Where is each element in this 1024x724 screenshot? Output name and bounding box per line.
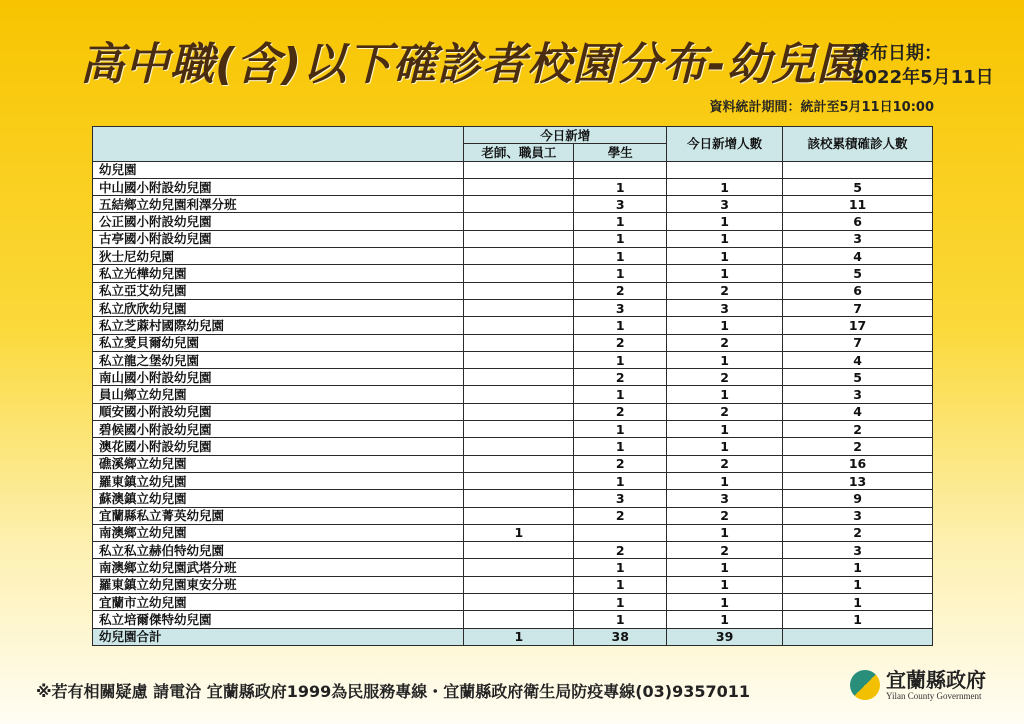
staff-count xyxy=(464,611,574,628)
student-count: 1 xyxy=(574,248,667,265)
today-total: 1 xyxy=(667,317,783,334)
footer-contact: ※若有相關疑慮 請電洽 宜蘭縣政府1999為民服務專線・宜蘭縣政府衛生局防疫專線(03)9357011 xyxy=(36,682,751,701)
student-count: 1 xyxy=(574,576,667,593)
page-title: 高中職(含)以下確診者校園分布-幼兒園 xyxy=(80,39,862,90)
table-row xyxy=(93,265,933,282)
student-count: 2 xyxy=(574,282,667,299)
student-count: 2 xyxy=(574,542,667,559)
staff-count xyxy=(464,403,574,420)
table-row xyxy=(93,594,933,611)
student-count: 1 xyxy=(574,438,667,455)
student-count: 2 xyxy=(574,507,667,524)
cumulative-count: 4 xyxy=(783,403,933,420)
school-name: 私立亞艾幼兒園 xyxy=(93,282,464,299)
student-count: 1 xyxy=(574,594,667,611)
student-count: 1 xyxy=(574,472,667,489)
cumulative-count: 7 xyxy=(783,334,933,351)
school-name: 私立愛貝爾幼兒園 xyxy=(93,334,464,351)
cumulative-count: 1 xyxy=(783,559,933,576)
staff-count xyxy=(464,282,574,299)
student-count: 1 xyxy=(574,351,667,368)
table-row xyxy=(93,369,933,386)
cumulative-count: 1 xyxy=(783,594,933,611)
student-count xyxy=(574,524,667,541)
school-name: 幼兒園合計 xyxy=(93,628,464,645)
school-name: 中山國小附設幼兒園 xyxy=(93,178,464,195)
student-count: 3 xyxy=(574,196,667,213)
table-row xyxy=(93,403,933,420)
table-row xyxy=(93,507,933,524)
cumulative-count: 13 xyxy=(783,472,933,489)
cumulative-count: 3 xyxy=(783,386,933,403)
today-total: 1 xyxy=(667,438,783,455)
student-count: 3 xyxy=(574,299,667,316)
table-row xyxy=(93,386,933,403)
school-name: 私立光樺幼兒園 xyxy=(93,265,464,282)
table-row xyxy=(93,230,933,247)
school-name: 羅東鎮立幼兒園東安分班 xyxy=(93,576,464,593)
cumulative-count: 3 xyxy=(783,542,933,559)
table-row xyxy=(93,351,933,368)
school-name: 南澳鄉立幼兒園武塔分班 xyxy=(93,559,464,576)
staff-count xyxy=(464,351,574,368)
today-total: 2 xyxy=(667,455,783,472)
today-total: 2 xyxy=(667,334,783,351)
cumulative-count: 3 xyxy=(783,507,933,524)
today-total: 2 xyxy=(667,369,783,386)
table-row xyxy=(93,421,933,438)
staff-count xyxy=(464,213,574,230)
cumulative-header: 該校累積確診人數 xyxy=(783,127,933,162)
table-row xyxy=(93,282,933,299)
cumulative-count: 4 xyxy=(783,351,933,368)
staff-count xyxy=(464,455,574,472)
school-name: 狄士尼幼兒園 xyxy=(93,248,464,265)
today-total: 1 xyxy=(667,472,783,489)
student-count: 2 xyxy=(574,334,667,351)
today-total: 1 xyxy=(667,421,783,438)
student-count: 2 xyxy=(574,369,667,386)
school-name: 五結鄉立幼兒園利澤分班 xyxy=(93,196,464,213)
student-count: 1 xyxy=(574,178,667,195)
table-row xyxy=(93,196,933,213)
cumulative-count: 2 xyxy=(783,421,933,438)
student-count: 2 xyxy=(574,403,667,420)
staff-count xyxy=(464,438,574,455)
student-count: 1 xyxy=(574,386,667,403)
school-name: 宜蘭縣私立菁英幼兒園 xyxy=(93,507,464,524)
school-name: 南山國小附設幼兒園 xyxy=(93,369,464,386)
table-row xyxy=(93,334,933,351)
today-total: 2 xyxy=(667,542,783,559)
logo-name-zh: 宜蘭縣政府 xyxy=(886,668,986,692)
school-name: 碧候國小附設幼兒園 xyxy=(93,421,464,438)
staff-count xyxy=(464,542,574,559)
stats-period: 資料統計期間：統計至5月11日10:00 xyxy=(709,100,934,115)
today-total: 1 xyxy=(667,611,783,628)
staff-count xyxy=(464,196,574,213)
cumulative-count: 1 xyxy=(783,611,933,628)
today-total: 1 xyxy=(667,386,783,403)
cumulative-count: 11 xyxy=(783,196,933,213)
cumulative-count xyxy=(783,628,933,645)
staff-count: 1 xyxy=(464,524,574,541)
student-count: 1 xyxy=(574,213,667,230)
table-row xyxy=(93,248,933,265)
today-total: 1 xyxy=(667,524,783,541)
school-name: 宜蘭市立幼兒園 xyxy=(93,594,464,611)
cumulative-count: 2 xyxy=(783,438,933,455)
staff-count xyxy=(464,265,574,282)
staff-count xyxy=(464,576,574,593)
school-name: 古亭國小附設幼兒園 xyxy=(93,230,464,247)
today-total: 3 xyxy=(667,196,783,213)
school-name: 順安國小附設幼兒園 xyxy=(93,403,464,420)
staff-count xyxy=(464,248,574,265)
cumulative-count: 3 xyxy=(783,230,933,247)
cumulative-count: 17 xyxy=(783,317,933,334)
total-row xyxy=(93,628,933,645)
today-total: 1 xyxy=(667,351,783,368)
table-row xyxy=(93,576,933,593)
cumulative-count: 6 xyxy=(783,213,933,230)
school-name: 公正國小附設幼兒園 xyxy=(93,213,464,230)
school-name: 礁溪鄉立幼兒園 xyxy=(93,455,464,472)
cumulative-count: 5 xyxy=(783,265,933,282)
today-total: 1 xyxy=(667,559,783,576)
today-total: 2 xyxy=(667,507,783,524)
staff-count xyxy=(464,299,574,316)
student-count: 1 xyxy=(574,611,667,628)
staff-count xyxy=(464,594,574,611)
school-name: 私立龍之堡幼兒園 xyxy=(93,351,464,368)
staff-count xyxy=(464,421,574,438)
student-count: 2 xyxy=(574,455,667,472)
staff-count xyxy=(464,369,574,386)
section-label: 幼兒園 xyxy=(93,161,464,178)
logo-name-en: Yilan County Government xyxy=(886,691,982,701)
student-count: 1 xyxy=(574,559,667,576)
today-total: 2 xyxy=(667,282,783,299)
staff-count xyxy=(464,334,574,351)
today-total: 1 xyxy=(667,178,783,195)
section-row xyxy=(93,161,933,178)
yilan-emblem-icon xyxy=(850,670,880,700)
today-total: 1 xyxy=(667,576,783,593)
table-row xyxy=(93,213,933,230)
student-count: 1 xyxy=(574,230,667,247)
staff-header: 老師、職員工 xyxy=(464,144,574,161)
cumulative-count: 4 xyxy=(783,248,933,265)
today-total: 1 xyxy=(667,594,783,611)
cumulative-count: 9 xyxy=(783,490,933,507)
table-row xyxy=(93,178,933,195)
release-label: 發布日期： xyxy=(852,43,942,64)
school-name: 澳花國小附設幼兒園 xyxy=(93,438,464,455)
release-date-block xyxy=(852,42,994,90)
table-row xyxy=(93,438,933,455)
cumulative-count: 2 xyxy=(783,524,933,541)
cumulative-count: 5 xyxy=(783,178,933,195)
school-name: 員山鄉立幼兒園 xyxy=(93,386,464,403)
table-row xyxy=(93,490,933,507)
cumulative-count: 6 xyxy=(783,282,933,299)
staff-count xyxy=(464,317,574,334)
school-column-header xyxy=(93,127,464,162)
today-new-group-header: 今日新增 xyxy=(464,127,667,144)
school-name: 私立私立赫伯特幼兒園 xyxy=(93,542,464,559)
school-name: 蘇澳鎮立幼兒園 xyxy=(93,490,464,507)
staff-count xyxy=(464,490,574,507)
today-total: 3 xyxy=(667,299,783,316)
staff-count: 1 xyxy=(464,628,574,645)
school-name: 羅東鎮立幼兒園 xyxy=(93,472,464,489)
table-row xyxy=(93,299,933,316)
table-row xyxy=(93,524,933,541)
table-row xyxy=(93,611,933,628)
student-count: 1 xyxy=(574,421,667,438)
staff-count xyxy=(464,472,574,489)
today-total: 3 xyxy=(667,490,783,507)
student-header: 學生 xyxy=(574,144,667,161)
today-total: 1 xyxy=(667,248,783,265)
staff-count xyxy=(464,178,574,195)
today-total: 1 xyxy=(667,230,783,247)
staff-count xyxy=(464,386,574,403)
school-name: 私立培爾傑特幼兒園 xyxy=(93,611,464,628)
student-count: 3 xyxy=(574,490,667,507)
student-count: 38 xyxy=(574,628,667,645)
table-row xyxy=(93,455,933,472)
staff-count xyxy=(464,559,574,576)
staff-count xyxy=(464,507,574,524)
student-count: 1 xyxy=(574,265,667,282)
today-total: 1 xyxy=(667,265,783,282)
table-row xyxy=(93,472,933,489)
school-name: 私立芝蔴村國際幼兒園 xyxy=(93,317,464,334)
today-total: 2 xyxy=(667,403,783,420)
school-name: 私立欣欣幼兒園 xyxy=(93,299,464,316)
today-total: 39 xyxy=(667,628,783,645)
today-total-header: 今日新增人數 xyxy=(667,127,783,162)
cumulative-count: 5 xyxy=(783,369,933,386)
table-row xyxy=(93,317,933,334)
school-name: 南澳鄉立幼兒園 xyxy=(93,524,464,541)
release-date: 2022年5月11日 xyxy=(852,67,994,88)
table-row xyxy=(93,542,933,559)
cumulative-count: 7 xyxy=(783,299,933,316)
table-row xyxy=(93,559,933,576)
today-total: 1 xyxy=(667,213,783,230)
cumulative-count: 16 xyxy=(783,455,933,472)
cumulative-count: 1 xyxy=(783,576,933,593)
government-logo xyxy=(850,669,986,701)
cases-table xyxy=(92,126,933,646)
staff-count xyxy=(464,230,574,247)
student-count: 1 xyxy=(574,317,667,334)
